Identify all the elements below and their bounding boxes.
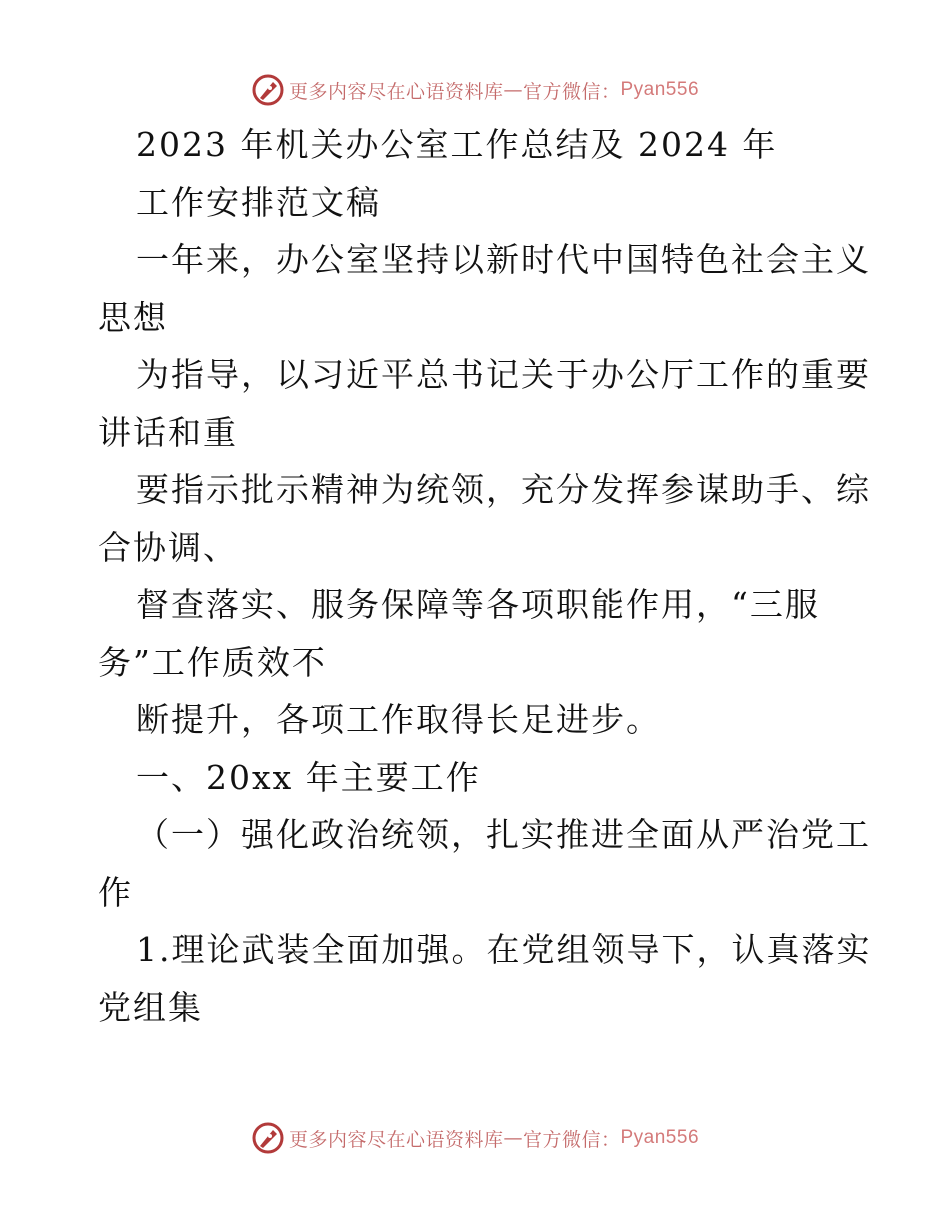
watermark-wechat-id: Pyan556 [620,79,700,100]
doc-line-14: 作 [98,872,133,912]
doc-line-7: 要指示批示精神为统领，充分发挥参谋助手、综 [136,470,871,509]
document-body [98,116,872,1036]
doc-line-2: 工作安排范文稿 [136,182,381,222]
watermark-wechat-id: Pyan556 [620,1127,700,1148]
doc-line-15: 1.理论武装全面加强。在党组领导下，认真落实 [136,930,872,969]
watermark-site-text: 更多内容尽在心语资料库 [288,80,504,103]
doc-line-16: 党组集 [98,987,203,1027]
doc-line-3: 一年来，办公室坚持以新时代中国特色社会主义 [136,240,871,279]
pen-nib-circle-icon [251,1121,285,1155]
header-watermark [0,70,950,110]
watermark-dash: — [503,1127,523,1149]
doc-line-12: 一、20xx 年主要工作 [136,757,481,797]
watermark-dash: — [503,79,523,101]
doc-line-13: （一）强化政治统领，扎实推进全面从严治党工 [136,815,871,854]
doc-line-6: 讲话和重 [98,412,238,452]
watermark-site-text: 更多内容尽在心语资料库 [288,1128,504,1151]
doc-line-1: 2023 年机关办公室工作总结及 2024 年 [136,125,778,164]
watermark-wechat-label: 官方微信： [522,80,621,103]
footer-watermark [0,1118,950,1158]
doc-line-5: 为指导，以习近平总书记关于办公厅工作的重要 [136,355,871,394]
doc-line-8: 合协调、 [98,527,238,567]
watermark-wechat-label: 官方微信： [522,1128,621,1151]
doc-line-10: 务”工作质效不 [98,642,327,682]
doc-line-9: 督查落实、服务保障等各项职能作用，“三服 [136,585,820,624]
doc-line-11: 断提升，各项工作取得长足进步。 [136,700,661,739]
doc-line-4: 思想 [98,297,168,337]
pen-nib-circle-icon [251,73,285,107]
